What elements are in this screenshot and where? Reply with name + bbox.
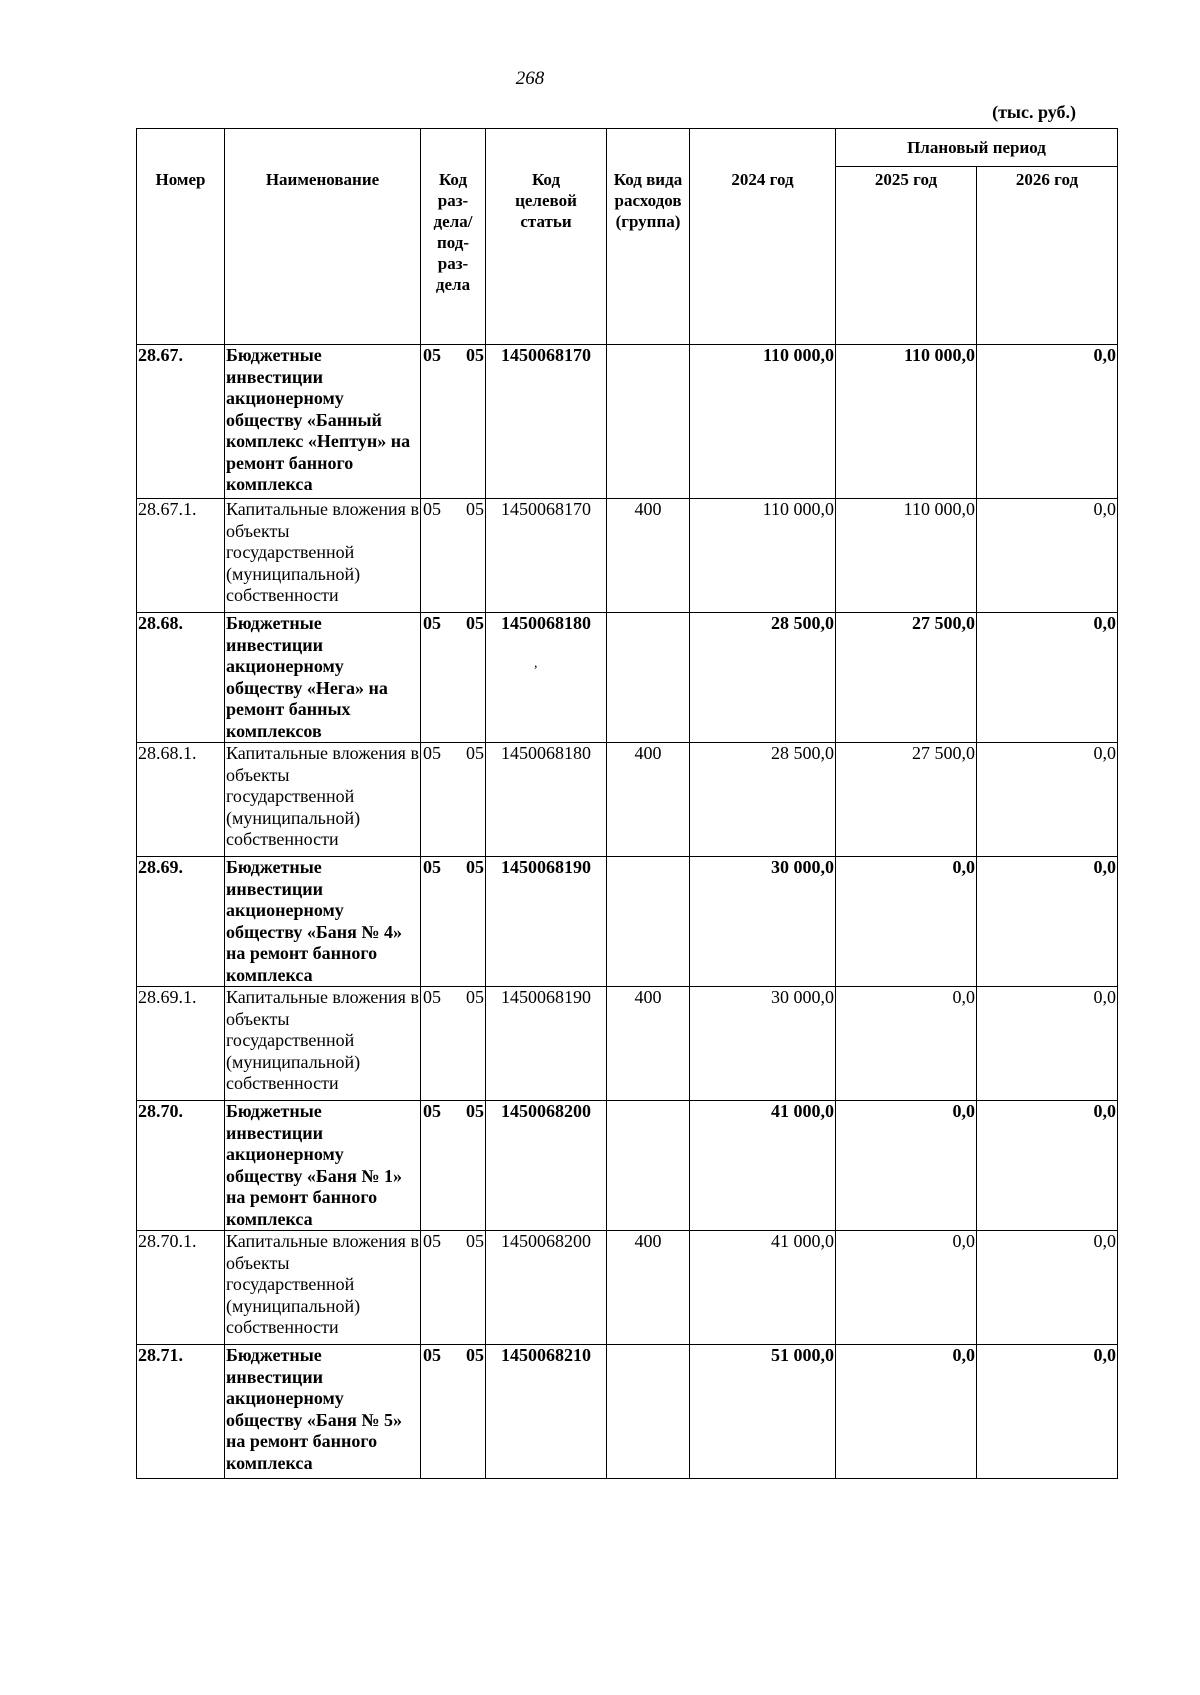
row-razdel: 05 [423, 987, 441, 1007]
row-name: Бюджетные инвестиции акционерному обществу «Нега» на ремонт банных комплексов [225, 613, 421, 743]
row-razdel-cell [421, 1231, 486, 1345]
header-target-line: Код [531, 170, 561, 189]
row-razdel: 05 [423, 499, 441, 519]
units-label: (тыс. руб.) [992, 102, 1076, 122]
row-target: 1450068210 [486, 1345, 607, 1479]
row-2025: 0,0 [836, 857, 977, 987]
row-expense [607, 857, 690, 987]
row-number: 28.68. [137, 613, 225, 743]
row-target: 1450068180 [486, 743, 607, 857]
row-2024: 30 000,0 [690, 987, 836, 1101]
row-2024: 41 000,0 [690, 1231, 836, 1345]
row-2025: 0,0 [836, 1345, 977, 1479]
row-2026: 0,0 [977, 499, 1118, 613]
row-2026: 0,0 [977, 1231, 1118, 1345]
row-expense [607, 345, 690, 499]
row-number: 28.69. [137, 857, 225, 987]
header-expense-line: Код вида [613, 170, 683, 189]
row-podrazdel: 05 [466, 345, 484, 365]
header-2024: 2024 год [690, 129, 836, 345]
row-podrazdel: 05 [466, 1345, 484, 1365]
row-number: 28.71. [137, 1345, 225, 1479]
page-number: 268 [515, 68, 545, 89]
row-2024: 51 000,0 [690, 1345, 836, 1479]
row-expense [607, 613, 690, 743]
row-2024: 41 000,0 [690, 1101, 836, 1231]
row-name: Бюджетные инвестиции акционерному обществу «Банный комплекс «Нептун» на ремонт банного комплекса [225, 345, 421, 499]
row-number: 28.69.1. [137, 987, 225, 1101]
row-expense [607, 1345, 690, 1479]
row-name: Капитальные вложения в объекты государственной (муниципальной) собственности [225, 987, 421, 1101]
row-podrazdel: 05 [466, 613, 484, 633]
row-razdel: 05 [423, 1345, 441, 1365]
row-razdel-cell [421, 987, 486, 1101]
stray-mark: , [534, 656, 538, 671]
row-razdel-cell [421, 345, 486, 499]
row-razdel: 05 [423, 857, 441, 877]
row-number: 28.68.1. [137, 743, 225, 857]
header-razdel [421, 129, 486, 345]
row-expense: 400 [607, 987, 690, 1101]
header-2026: 2026 год [977, 167, 1118, 345]
row-podrazdel: 05 [466, 1101, 484, 1121]
row-expense: 400 [607, 1231, 690, 1345]
header-razdel-line: дела/ [433, 212, 473, 231]
row-2025: 110 000,0 [836, 499, 977, 613]
row-podrazdel: 05 [466, 987, 484, 1007]
row-name: Бюджетные инвестиции акционерному обществу «Баня № 5» на ремонт банного комплекса [225, 1345, 421, 1479]
row-2026: 0,0 [977, 857, 1118, 987]
table-row [137, 499, 1118, 613]
row-podrazdel: 05 [466, 743, 484, 763]
header-razdel-line: под- [436, 233, 470, 252]
header-razdel-line: раз- [437, 191, 469, 210]
row-target: 1450068170 [486, 345, 607, 499]
row-2026: 0,0 [977, 743, 1118, 857]
table-row [137, 613, 1118, 743]
row-target: 1450068200 [486, 1101, 607, 1231]
row-razdel: 05 [423, 613, 441, 633]
row-razdel-cell [421, 857, 486, 987]
row-podrazdel: 05 [466, 499, 484, 519]
row-razdel-cell [421, 1101, 486, 1231]
row-razdel: 05 [423, 1101, 441, 1121]
row-number: 28.70.1. [137, 1231, 225, 1345]
row-razdel: 05 [423, 743, 441, 763]
row-name: Бюджетные инвестиции акционерному обществу «Баня № 1» на ремонт банного комплекса [225, 1101, 421, 1231]
header-name: Наименование [225, 129, 421, 345]
row-2025: 27 500,0 [836, 613, 977, 743]
header-expense-line: (группа) [615, 212, 681, 231]
row-number: 28.67. [137, 345, 225, 499]
row-2024: 28 500,0 [690, 613, 836, 743]
row-razdel-cell [421, 613, 486, 743]
header-target [486, 129, 607, 345]
row-razdel-cell [421, 1345, 486, 1479]
row-razdel-cell [421, 499, 486, 613]
row-2025: 0,0 [836, 987, 977, 1101]
row-razdel: 05 [423, 345, 441, 365]
row-name: Бюджетные инвестиции акционерному обществу «Баня № 4» на ремонт банного комплекса [225, 857, 421, 987]
row-target: 1450068190 [486, 857, 607, 987]
header-expense-line: расходов [614, 191, 682, 210]
row-name: Капитальные вложения в объекты государственной (муниципальной) собственности [225, 743, 421, 857]
row-2025: 27 500,0 [836, 743, 977, 857]
header-razdel-line: Код [438, 170, 468, 189]
row-podrazdel: 05 [466, 1231, 484, 1251]
header-razdel-line: раз- [437, 254, 469, 273]
row-expense: 400 [607, 499, 690, 613]
row-expense: 400 [607, 743, 690, 857]
row-2024: 30 000,0 [690, 857, 836, 987]
row-target: 1450068180 [486, 613, 607, 743]
header-number: Номер [137, 129, 225, 345]
row-name: Капитальные вложения в объекты государственной (муниципальной) собственности [225, 499, 421, 613]
row-target: 1450068170 [486, 499, 607, 613]
budget-table [136, 128, 1118, 1479]
table-row [137, 987, 1118, 1101]
row-razdel: 05 [423, 1231, 441, 1251]
row-podrazdel: 05 [466, 857, 484, 877]
header-plan-period: Плановый период [836, 129, 1118, 167]
header-target-line: статьи [520, 212, 572, 231]
row-number: 28.67.1. [137, 499, 225, 613]
row-2026: 0,0 [977, 1345, 1118, 1479]
table-row [137, 743, 1118, 857]
row-name: Капитальные вложения в объекты государственной (муниципальной) собственности [225, 1231, 421, 1345]
row-2026: 0,0 [977, 987, 1118, 1101]
table-row [137, 857, 1118, 987]
row-target: 1450068190 [486, 987, 607, 1101]
row-2026: 0,0 [977, 613, 1118, 743]
row-2025: 110 000,0 [836, 345, 977, 499]
row-2024: 28 500,0 [690, 743, 836, 857]
header-target-line: целевой [515, 191, 577, 210]
row-2024: 110 000,0 [690, 345, 836, 499]
row-target: 1450068200 [486, 1231, 607, 1345]
row-2025: 0,0 [836, 1101, 977, 1231]
row-razdel-cell [421, 743, 486, 857]
table-row [137, 1345, 1118, 1479]
table-row [137, 1231, 1118, 1345]
header-expense [607, 129, 690, 345]
table-row [137, 1101, 1118, 1231]
row-2026: 0,0 [977, 1101, 1118, 1231]
header-razdel-line: дела [435, 275, 471, 294]
table-row [137, 345, 1118, 499]
row-expense [607, 1101, 690, 1231]
row-2026: 0,0 [977, 345, 1118, 499]
header-2025: 2025 год [836, 167, 977, 345]
row-number: 28.70. [137, 1101, 225, 1231]
row-2024: 110 000,0 [690, 499, 836, 613]
row-2025: 0,0 [836, 1231, 977, 1345]
